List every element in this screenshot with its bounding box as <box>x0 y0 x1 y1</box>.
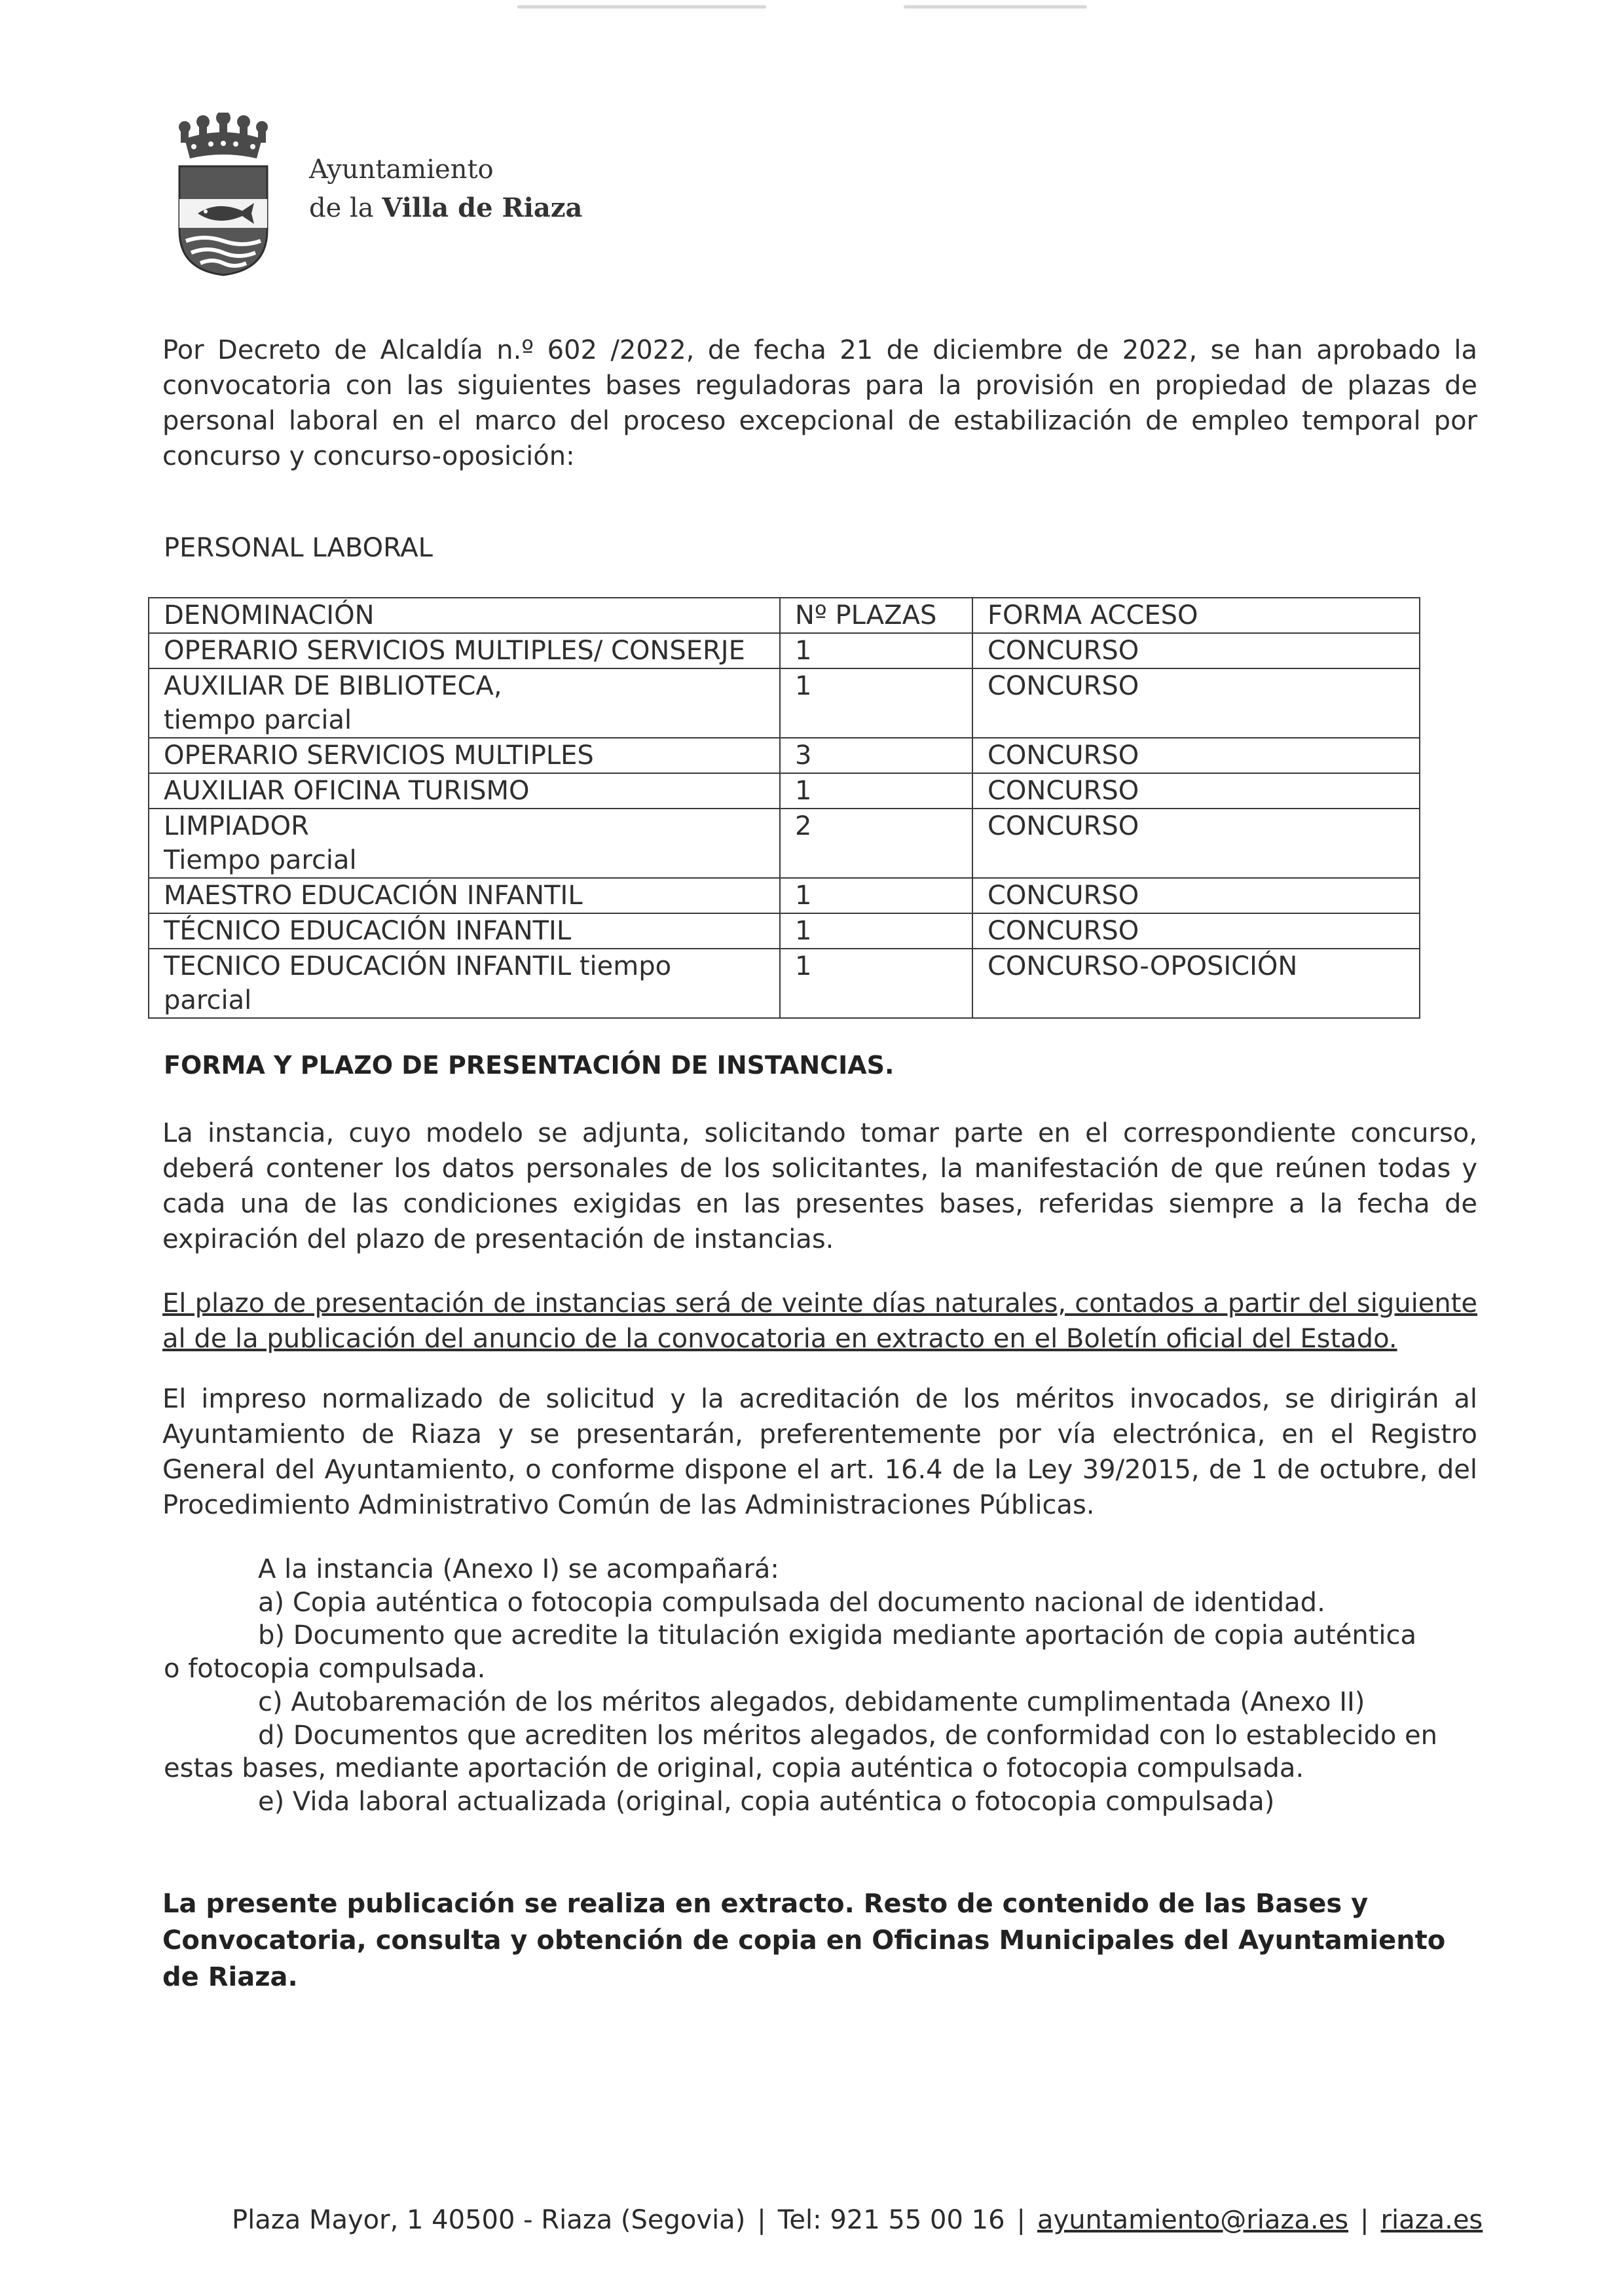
org-name-bold: Villa de Riaza <box>382 192 583 223</box>
org-name-line1: Ayuntamiento <box>309 155 494 185</box>
cell-denominacion-line1: AUXILIAR DE BIBLIOTECA, <box>164 671 502 701</box>
cell-plazas: 1 <box>780 773 972 809</box>
cell-forma-acceso: CONCURSO <box>972 738 1420 773</box>
cell-denominacion-line2: tiempo parcial <box>164 705 352 735</box>
cell-forma-acceso: CONCURSO <box>972 809 1420 878</box>
footer-website-link[interactable]: riaza.es <box>1380 2205 1483 2235</box>
table-row <box>149 949 1420 1018</box>
footer-email-link[interactable]: ayuntamiento@riaza.es <box>1037 2205 1349 2235</box>
anexo-item-b-cont: o fotocopia compulsada. <box>164 1654 486 1684</box>
cell-forma-acceso: CONCURSO <box>972 668 1420 738</box>
cell-denominacion: TÉCNICO EDUCACIÓN INFANTIL <box>149 913 780 949</box>
cell-plazas: 1 <box>780 949 972 1018</box>
cell-plazas: 1 <box>780 668 972 738</box>
anexo-item-c: c) Autobaremación de los méritos alegados, debidamente cumplimentada (Anexo II) <box>258 1687 1365 1717</box>
anexo-item-d: d) Documentos que acrediten los méritos alegados, de conformidad con lo establecido en <box>258 1721 1437 1751</box>
cell-denominacion-line2: Tiempo parcial <box>164 845 357 875</box>
table-header-row <box>149 598 1420 633</box>
cell-forma-acceso: CONCURSO <box>972 633 1420 668</box>
cell-denominacion <box>149 809 780 878</box>
footer-address: Plaza Mayor, 1 40500 - Riaza (Segovia) <box>232 2205 746 2235</box>
cell-plazas: 1 <box>780 878 972 913</box>
cell-plazas: 1 <box>780 633 972 668</box>
coat-of-arms-logo <box>172 113 275 278</box>
header-plazas: Nº PLAZAS <box>780 598 972 633</box>
cell-forma-acceso: CONCURSO <box>972 913 1420 949</box>
header-denominacion: DENOMINACIÓN <box>149 598 780 633</box>
closing-statement: La presente publicación se realiza en extracto. Resto de contenido de las Bases y Convocatoria, consulta y obtención de copia en Oficinas Municipales del Ayuntamiento de Riaza. <box>162 1889 1446 1992</box>
cell-denominacion-line1: TECNICO EDUCACIÓN INFANTIL tiempo <box>164 951 672 981</box>
cell-forma-acceso: CONCURSO-OPOSICIÓN <box>972 949 1420 1018</box>
cell-plazas: 3 <box>780 738 972 773</box>
table-row <box>149 809 1420 878</box>
cell-denominacion-line2: parcial <box>164 985 252 1015</box>
intro-paragraph: Por Decreto de Alcaldía n.º 602 /2022, de fecha 21 de diciembre de 2022, se han aprobado la convocatoria con las siguientes bases reguladoras para la provisión en propiedad de plazas de personal laboral en el marco del proceso excepcional de estabilización de empleo temporal por concurso y concurso-oposición: <box>162 335 1477 471</box>
table-row <box>149 773 1420 809</box>
cell-denominacion: AUXILIAR OFICINA TURISMO <box>149 773 780 809</box>
forma-plazo-heading: FORMA Y PLAZO DE PRESENTACIÓN DE INSTANCIAS. <box>164 1051 895 1080</box>
plazas-table <box>148 597 1420 1019</box>
table-row <box>149 878 1420 913</box>
footer-separator: | <box>1016 2205 1026 2235</box>
anexo-intro: A la instancia (Anexo I) se acompañará: <box>258 1554 779 1584</box>
plazo-paragraph: El plazo de presentación de instancias será de veinte días naturales, contados a partir del siguiente al de la publicación del anuncio de la convocatoria en extracto en el Boletín oficial del Estado. <box>162 1288 1477 1354</box>
cell-forma-acceso: CONCURSO <box>972 773 1420 809</box>
table-row <box>149 633 1420 668</box>
cell-denominacion: MAESTRO EDUCACIÓN INFANTIL <box>149 878 780 913</box>
footer-phone: Tel: 921 55 00 16 <box>777 2205 1005 2235</box>
table-row <box>149 668 1420 738</box>
table-row <box>149 738 1420 773</box>
cell-denominacion <box>149 668 780 738</box>
footer <box>232 2205 1483 2235</box>
cell-denominacion: OPERARIO SERVICIOS MULTIPLES <box>149 738 780 773</box>
table-row <box>149 913 1420 949</box>
org-name-prefix: de la <box>309 193 382 223</box>
instancia-paragraph: La instancia, cuyo modelo se adjunta, solicitando tomar parte en el correspondiente concurso, deberá contener los datos personales de los solicitantes, la manifestación de que reúnen todas y cada una de las condiciones exigidas en las presentes bases, referidas siempre a la fecha de expiración del plazo de presentación de instancias. <box>162 1118 1477 1254</box>
cell-denominacion-line1: LIMPIADOR <box>164 811 309 841</box>
org-name-line2 <box>309 192 582 223</box>
cell-denominacion <box>149 949 780 1018</box>
section-label: PERSONAL LABORAL <box>164 533 433 563</box>
scan-mark <box>517 5 766 9</box>
anexo-item-d-cont: estas bases, mediante aportación de original, copia auténtica o fotocopia compulsada. <box>164 1753 1304 1783</box>
anexo-item-a: a) Copia auténtica o fotocopia compulsada del documento nacional de identidad. <box>258 1588 1325 1618</box>
cell-plazas: 2 <box>780 809 972 878</box>
scan-mark <box>904 5 1087 9</box>
header-forma-acceso: FORMA ACCESO <box>972 598 1420 633</box>
cell-forma-acceso: CONCURSO <box>972 878 1420 913</box>
footer-separator: | <box>1360 2205 1369 2235</box>
cell-plazas: 1 <box>780 913 972 949</box>
cell-denominacion: OPERARIO SERVICIOS MULTIPLES/ CONSERJE <box>149 633 780 668</box>
impreso-paragraph: El impreso normalizado de solicitud y la acreditación de los méritos invocados, se dirigirán al Ayuntamiento de Riaza y se presentarán, preferentemente por vía electrónica, en el Registro General del Ayuntamiento, o conforme dispone el art. 16.4 de la Ley 39/2015, de 1 de octubre, del Procedimiento Administrativo Común de las Administraciones Públicas. <box>162 1384 1477 1520</box>
anexo-item-e: e) Vida laboral actualizada (original, copia auténtica o fotocopia compulsada) <box>258 1787 1275 1817</box>
anexo-item-b: b) Documento que acredite la titulación exigida mediante aportación de copia auténtica <box>258 1620 1416 1650</box>
footer-separator: | <box>757 2205 766 2235</box>
